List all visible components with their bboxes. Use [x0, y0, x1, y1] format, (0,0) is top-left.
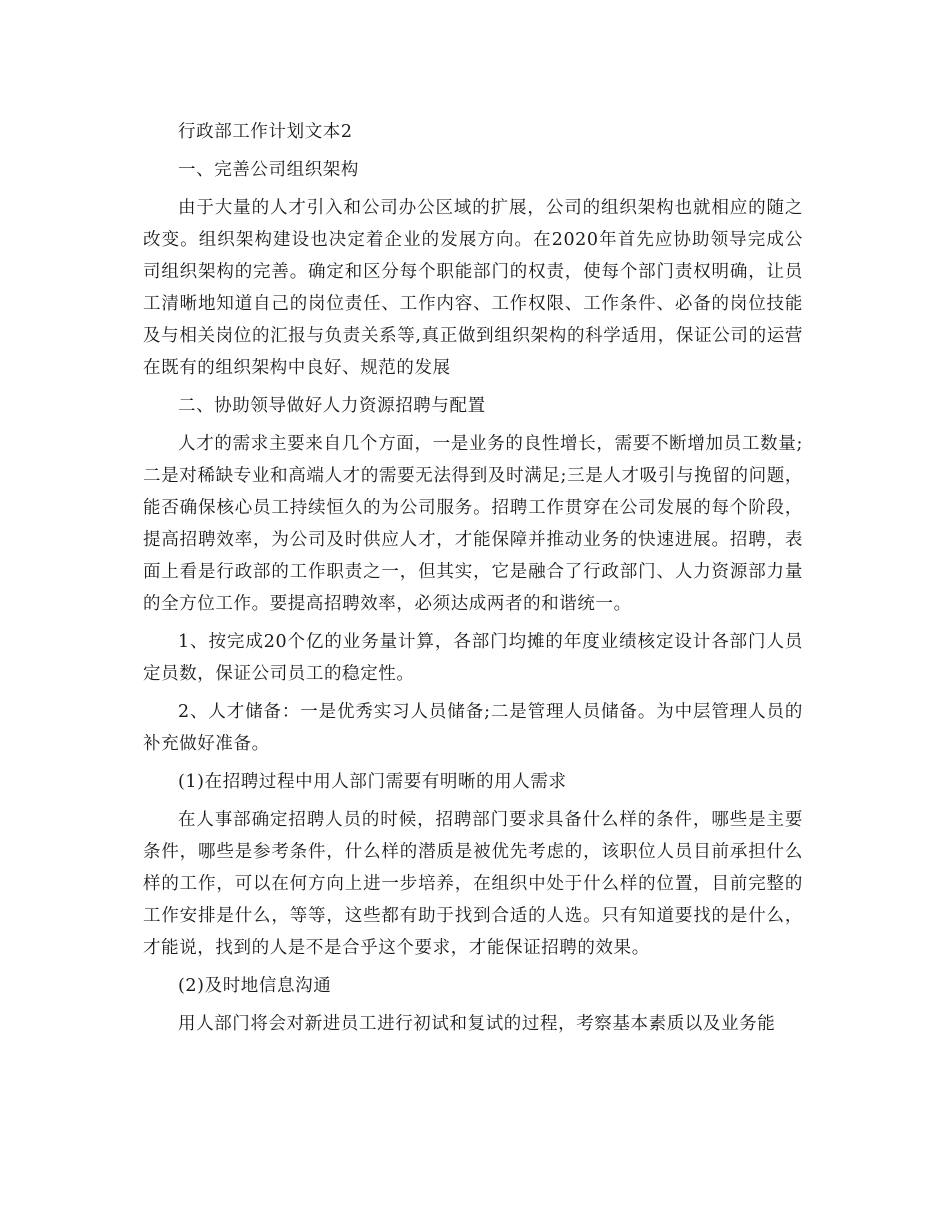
- paragraph: 在人事部确定招聘人员的时候，招聘部门要求具备什么样的条件，哪些是主要条件，哪些是参考条件，什么样的潜质是被优先考虑的，该职位人员目前承担什么样的工作，可以在何方向上进一步培养，在组织中处于什么样的位置，目前完整的工作安排是什么，等等，这些都有助于找到合适的人选。只有知道要找的是什么，才能说，找到的人是不是合乎这个要求，才能保证招聘的效果。: [143, 810, 803, 958]
- sub-heading-2: (2)及时地信息沟通: [178, 976, 332, 996]
- sub-heading-1: (1)在招聘过程中用人部门需要有明晰的用人需求: [178, 772, 567, 792]
- document-body: [143, 116, 803, 1046]
- paragraph: 2、人才储备：一是优秀实习人员储备;二是管理人员储备。为中层管理人员的补充做好准备。: [143, 702, 803, 754]
- paragraph: 1、按完成20个亿的业务量计算，各部门均摊的年度业绩核定设计各部门人员定员数，保证公司员工的稳定性。: [143, 632, 803, 684]
- paragraph: 人才的需求主要来自几个方面，一是业务的良性增长，需要不断增加员工数量;二是对稀缺专业和高端人才的需要无法得到及时满足;三是人才吸引与挽留的问题，能否确保核心员工持续恒久的为公司服务。招聘工作贯穿在公司发展的每个阶段，提高招聘效率，为公司及时供应人才，才能保障并推动业务的快速进展。招聘，表面上看是行政部的工作职责之一，但其实，它是融合了行政部门、人力资源部力量的全方位工作。要提高招聘效率，必须达成两者的和谐统一。: [143, 434, 803, 614]
- section-heading-2: 二、协助领导做好人力资源招聘与配置: [178, 396, 486, 416]
- paragraph: 用人部门将会对新进员工进行初试和复试的过程，考察基本素质以及业务能: [178, 1014, 776, 1034]
- document-title: 行政部工作计划文本2: [178, 122, 353, 142]
- paragraph: 由于大量的人才引入和公司办公区域的扩展，公司的组织架构也就相应的随之改变。组织架构建设也决定着企业的发展方向。在2020年首先应协助领导完成公司组织架构的完善。确定和区分每个职能部门的权责，使每个部门责权明确，让员工清晰地知道自己的岗位责任、工作内容、工作权限、工作条件、必备的岗位技能及与相关岗位的汇报与负责关系等,真正做到组织架构的科学适用，保证公司的运营在既有的组织架构中良好、规范的发展: [143, 198, 803, 378]
- section-heading-1: 一、完善公司组织架构: [178, 160, 359, 180]
